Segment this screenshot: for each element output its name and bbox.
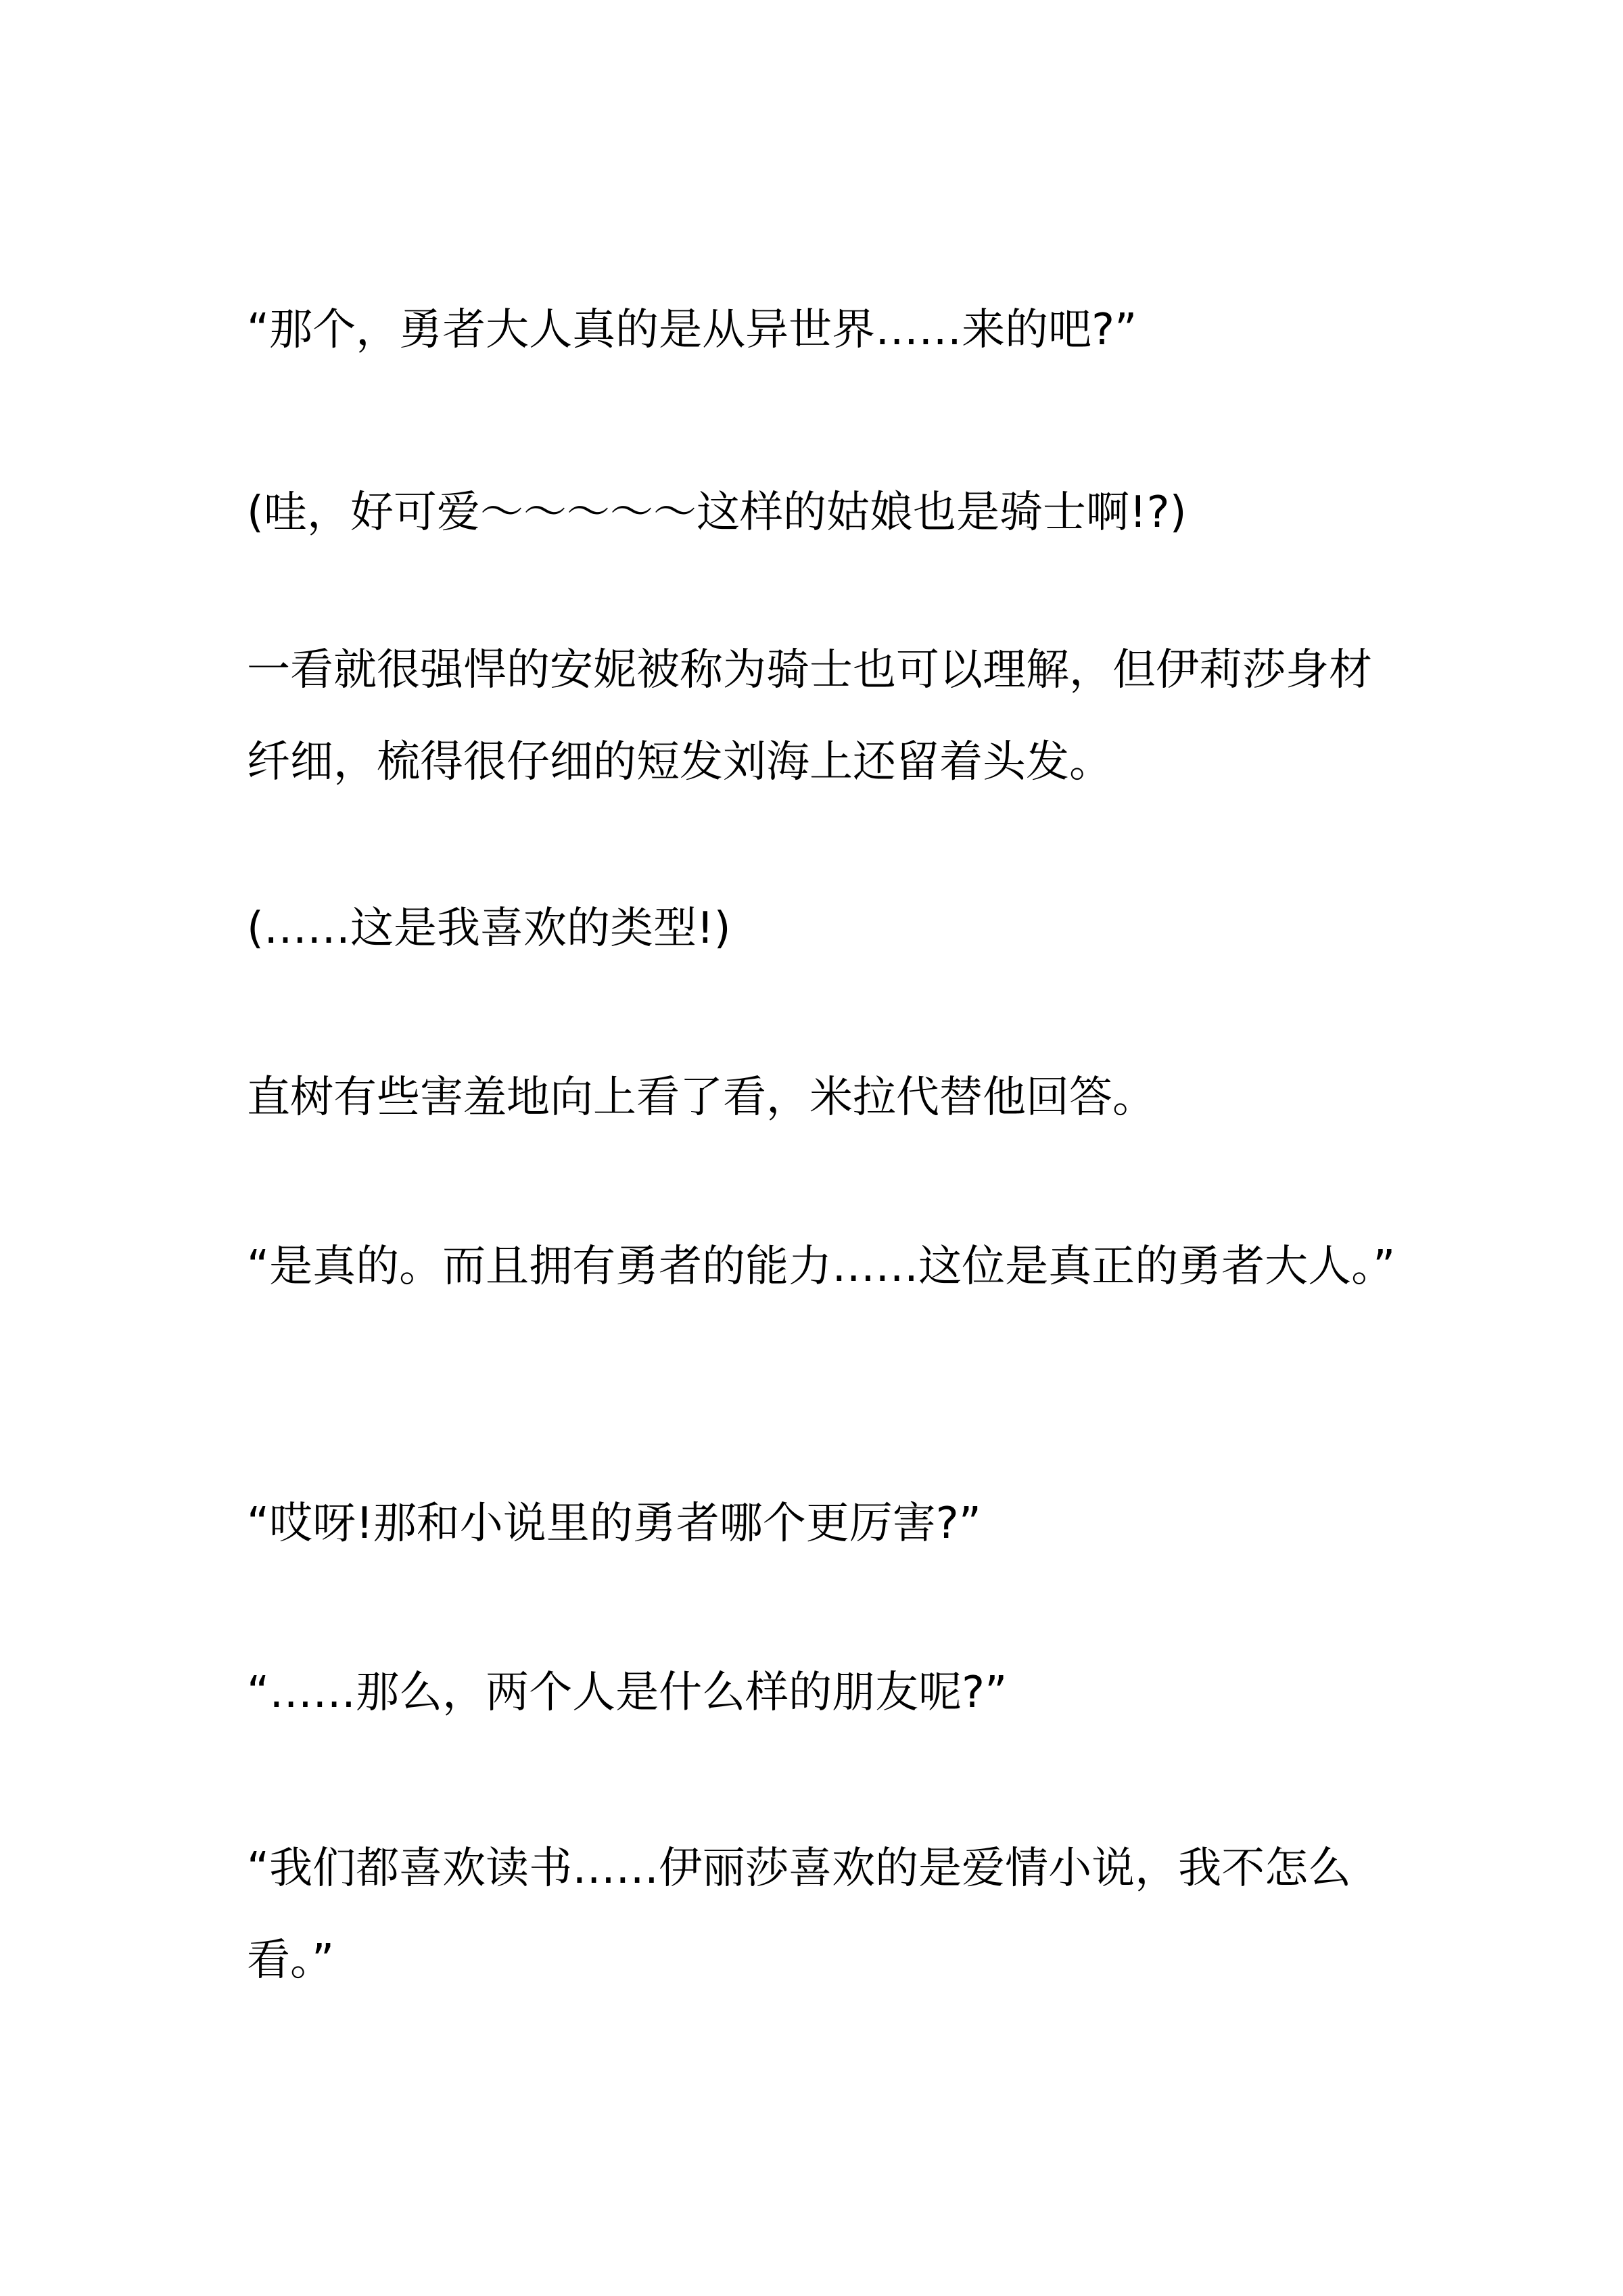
paragraph-2: (哇，好可爱～～～～～这样的姑娘也是骑士啊!?) [247, 488, 1187, 538]
paragraph-7: “哎呀!那和小说里的勇者哪个更厉害?” [247, 1499, 981, 1549]
paragraph-9: “我们都喜欢读书……伊丽莎喜欢的是爱情小说，我不怎么看。” [247, 1844, 1352, 1986]
paragraph-5: 直树有些害羞地向上看了看，米拉代替他回答。 [247, 1073, 1156, 1123]
paragraph-3: 一看就很强悍的安妮被称为骑士也可以理解，但伊莉莎身材纤细，梳得很仔细的短发刘海上还留着头发。 [247, 645, 1372, 787]
paragraph-8: “……那么，两个人是什么样的朋友呢?” [247, 1668, 1008, 1718]
paragraph-1: “那个，勇者大人真的是从异世界……来的吧?” [247, 305, 1137, 355]
paragraph-4: (……这是我喜欢的类型!) [247, 904, 731, 954]
paragraph-6: “是真的。而且拥有勇者的能力……这位是真正的勇者大人。” [247, 1242, 1396, 1292]
